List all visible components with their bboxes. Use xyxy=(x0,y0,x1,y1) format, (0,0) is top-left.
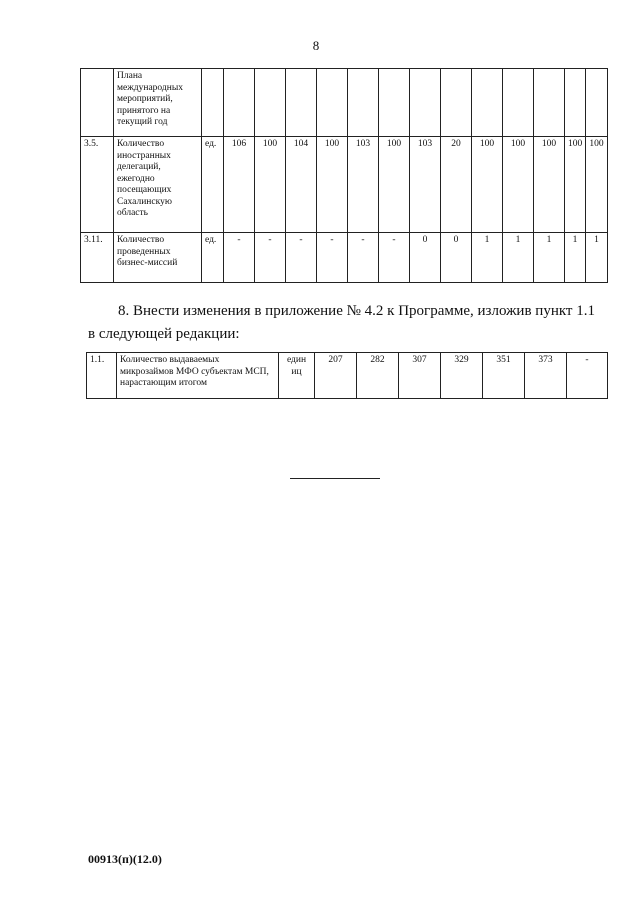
value-cell: 329 xyxy=(441,353,483,399)
table-row xyxy=(87,353,608,399)
value-cell: 106 xyxy=(224,137,255,233)
value-cell: 0 xyxy=(410,233,441,283)
value-cell xyxy=(503,69,534,137)
value-cell xyxy=(472,69,503,137)
row-number-cell xyxy=(81,69,114,137)
unit-cell: един иц xyxy=(279,353,315,399)
indicator-name-cell: Количество проведенных бизнес-миссий xyxy=(114,233,202,283)
value-cell: 1 xyxy=(534,233,565,283)
value-cell: - xyxy=(348,233,379,283)
value-cell: 1 xyxy=(472,233,503,283)
amendment-table xyxy=(86,352,608,399)
value-cell xyxy=(565,69,586,137)
amendment-paragraph-line1: 8. Внести изменения в приложение № 4.2 к Программе, изложив пункт 1.1 xyxy=(118,303,595,319)
value-cell: - xyxy=(379,233,410,283)
document-code: 00913(п)(12.0) xyxy=(88,852,162,866)
amendment-paragraph-line2: в следующей редакции: xyxy=(88,326,240,342)
value-cell xyxy=(534,69,565,137)
value-cell: 100 xyxy=(565,137,586,233)
indicator-table xyxy=(80,68,608,283)
table-row xyxy=(81,233,608,283)
value-cell: 103 xyxy=(348,137,379,233)
value-cell xyxy=(410,69,441,137)
value-cell: 104 xyxy=(286,137,317,233)
value-cell: 100 xyxy=(586,137,608,233)
value-cell: 100 xyxy=(472,137,503,233)
row-number-cell: 1.1. xyxy=(87,353,117,399)
value-cell xyxy=(586,69,608,137)
page-number: 8 xyxy=(312,38,320,53)
value-cell: 351 xyxy=(483,353,525,399)
value-cell: 207 xyxy=(315,353,357,399)
unit-cell xyxy=(202,69,224,137)
value-cell xyxy=(286,69,317,137)
row-number-cell: 3.5. xyxy=(81,137,114,233)
value-cell: 0 xyxy=(441,233,472,283)
indicator-name-cell: Количество иностранных делегаций, ежегодно посещающих Сахалинскую область xyxy=(114,137,202,233)
value-cell: 1 xyxy=(565,233,586,283)
value-cell xyxy=(379,69,410,137)
value-cell: 307 xyxy=(399,353,441,399)
value-cell: 1 xyxy=(503,233,534,283)
value-cell: - xyxy=(224,233,255,283)
unit-cell: ед. xyxy=(202,233,224,283)
row-number-cell: 3.11. xyxy=(81,233,114,283)
value-cell: 103 xyxy=(410,137,441,233)
value-cell: 373 xyxy=(525,353,567,399)
value-cell xyxy=(317,69,348,137)
value-cell: 100 xyxy=(534,137,565,233)
value-cell: - xyxy=(286,233,317,283)
value-cell xyxy=(348,69,379,137)
unit-cell: ед. xyxy=(202,137,224,233)
value-cell xyxy=(224,69,255,137)
table-row xyxy=(81,69,608,137)
value-cell xyxy=(441,69,472,137)
closing-rule xyxy=(290,478,380,479)
value-cell: 20 xyxy=(441,137,472,233)
value-cell: 100 xyxy=(255,137,286,233)
value-cell: 1 xyxy=(586,233,608,283)
value-cell: 100 xyxy=(379,137,410,233)
value-cell: 100 xyxy=(317,137,348,233)
value-cell xyxy=(255,69,286,137)
indicator-name-cell: Количество выдаваемых микрозаймов МФО субъектам МСП, нарастающим итогом xyxy=(117,353,279,399)
value-cell: - xyxy=(317,233,348,283)
value-cell: 282 xyxy=(357,353,399,399)
value-cell: - xyxy=(255,233,286,283)
indicator-name-cell: Плана международных мероприятий, принятого на текущий год xyxy=(114,69,202,137)
value-cell: 100 xyxy=(503,137,534,233)
table-row xyxy=(81,137,608,233)
value-cell: - xyxy=(567,353,608,399)
